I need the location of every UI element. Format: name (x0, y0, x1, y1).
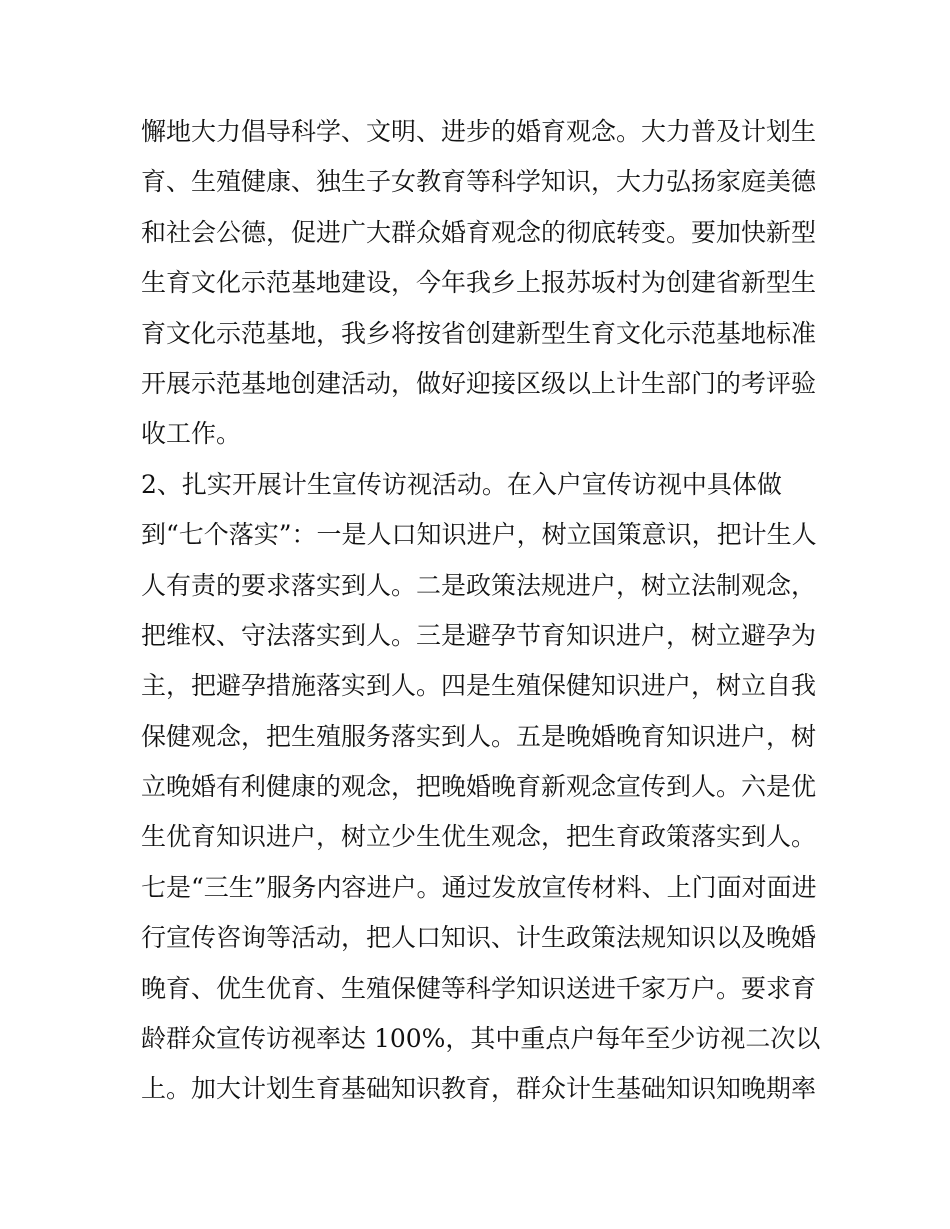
text-line: 行宣传咨询等活动，把人口知识、计生政策法规知识以及晚婚 (141, 923, 817, 953)
text-line: 育文化示范基地，我乡将按省创建新型生育文化示范基地标准 (141, 318, 817, 348)
text-line: 懈地大力倡导科学、文明、进步的婚育观念。大力普及计划生 (141, 117, 817, 146)
text-line: 和社会公德，促进广大群众婚育观念的彻底转变。要加快新型 (141, 217, 817, 247)
text-line: 人有责的要求落实到人。二是政策法规进户，树立法制观念， (141, 570, 817, 600)
text-line: 到“七个落实”：一是人口知识进户，树立国策意识，把计生人 (141, 520, 817, 550)
text-line: 开展示范基地创建活动，做好迎接区级以上计生部门的考评验 (141, 368, 817, 398)
text-line: 生优育知识进户，树立少生优生观念，把生育政策落实到人。 (141, 822, 817, 852)
text-line: 主，把避孕措施落实到人。四是生殖保健知识进户，树立自我 (141, 671, 817, 701)
text-line: 立晚婚有利健康的观念，把晚婚晚育新观念宣传到人。六是优 (141, 772, 817, 802)
text-line: 生育文化示范基地建设，今年我乡上报苏坂村为创建省新型生 (141, 268, 817, 298)
text-line: 上。加大计划生育基础知识教育，群众计生基础知识知晚期率 (141, 1074, 817, 1104)
text-line: 保健观念，把生殖服务落实到人。五是晚婚晚育知识进户，树 (141, 721, 817, 751)
text-line: 育、生殖健康、独生子女教育等科学知识，大力弘扬家庭美德 (141, 167, 817, 197)
body-text (141, 107, 821, 1115)
text-line: 收工作。 (141, 419, 242, 449)
text-line: 七是“三生”服务内容进户。通过发放宣传材料、上门面对面进 (141, 872, 817, 902)
text-line: 晚育、优生优育、生殖保健等科学知识送进千家万户。要求育 (141, 973, 817, 1003)
text-line: 把维权、守法落实到人。三是避孕节育知识进户，树立避孕为 (141, 620, 817, 650)
text-line: 龄群众宣传访视率达 100%，其中重点户每年至少访视二次以 (141, 1024, 821, 1054)
text-line: 2、扎实开展计生宣传访视活动。在入户宣传访视中具体做 (141, 469, 782, 499)
